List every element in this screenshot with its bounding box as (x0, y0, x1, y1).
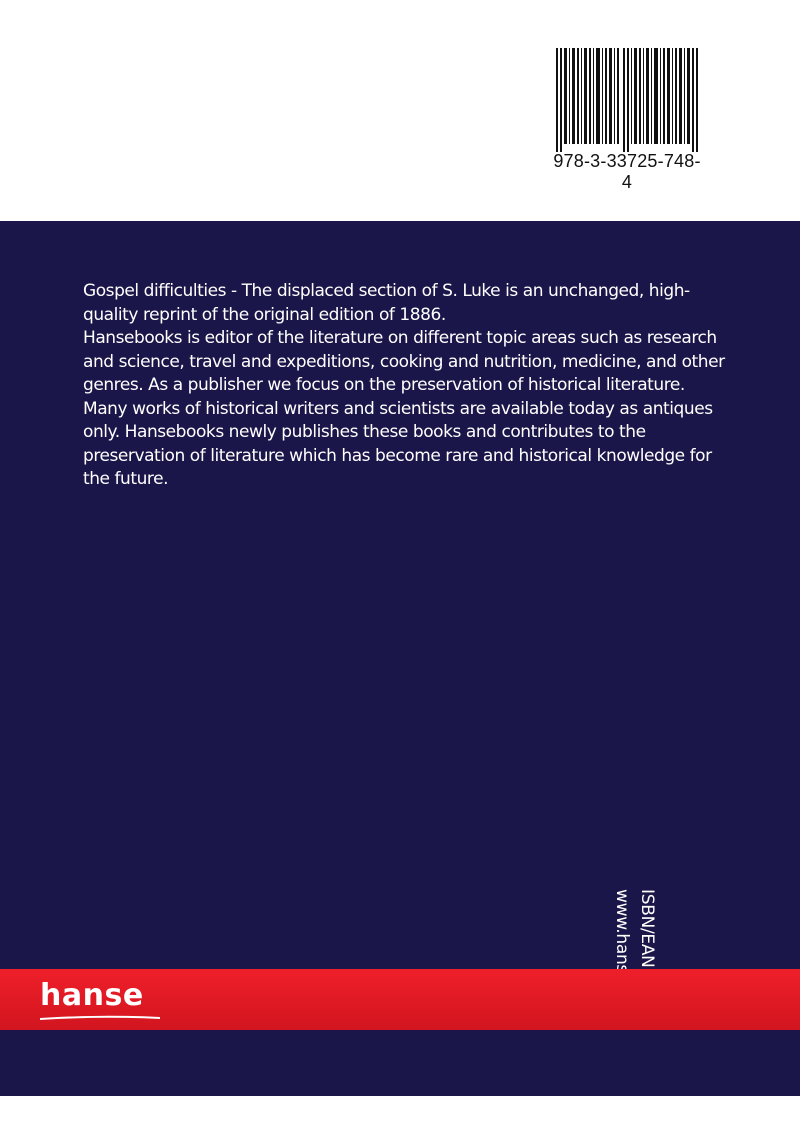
bottom-navy-band (0, 1030, 800, 1096)
barcode-bars (552, 48, 702, 152)
hanse-logo: hanse (40, 978, 144, 1013)
book-description (83, 280, 733, 492)
isbn-barcode (552, 48, 702, 192)
back-cover-panel (0, 221, 800, 969)
barcode-digits: 978-3-33725-748-4 (553, 151, 701, 192)
description-intro: Gospel difficulties - The displaced section of S. Luke is an unchanged, high-quality reprint of the original edition of 1886. (83, 281, 690, 325)
logo-swoosh (40, 1014, 160, 1020)
top-white-band (0, 0, 800, 221)
publisher-band (0, 969, 800, 1030)
description-publisher: Hansebooks is editor of the literature on different topic areas such as research and science, travel and expeditions, cooking and nutrition, medicine, and other genres. As a publisher we focus on the preservation of historical literature. Many works of historical writers and scientists are available today as antiques only. Hansebooks newly publishes these books and contributes to the preservation of literature which has become rare and historical knowledge for the future. (83, 328, 725, 489)
